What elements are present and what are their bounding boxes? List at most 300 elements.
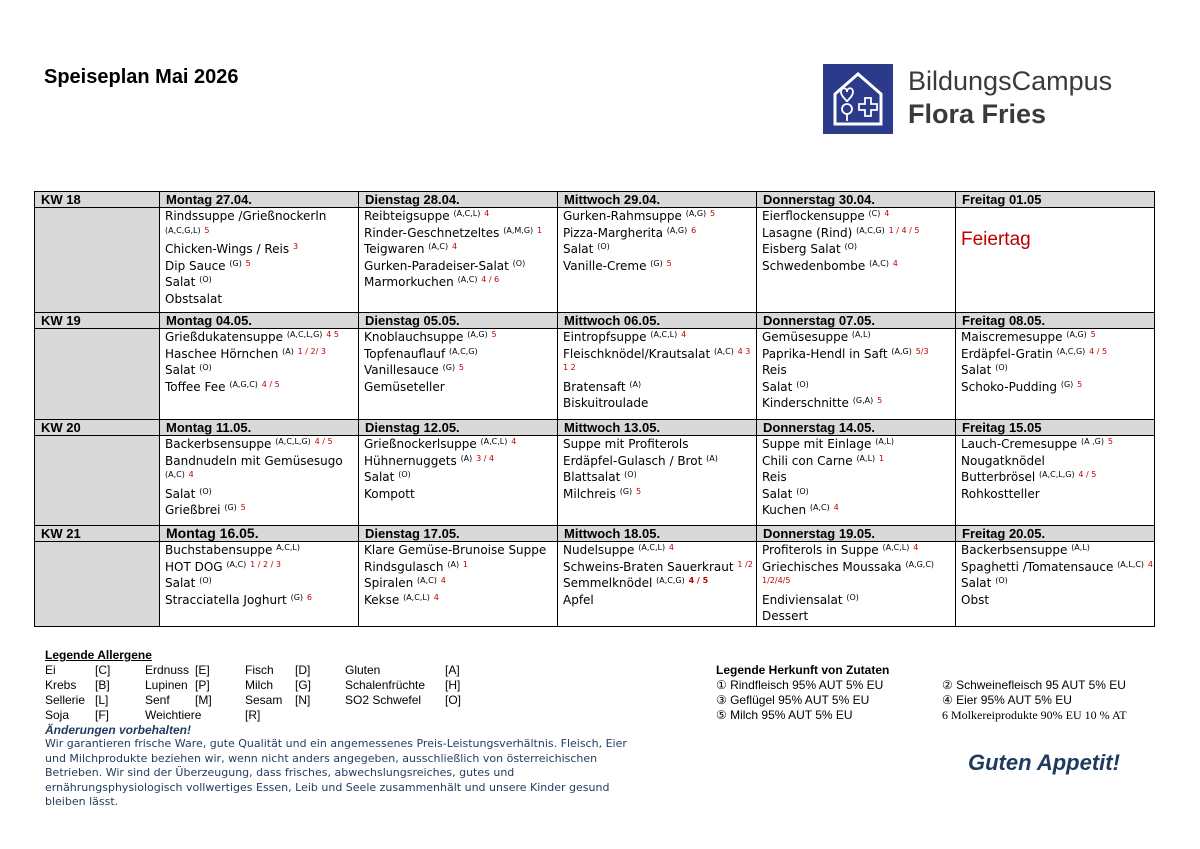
- day-menu-cell: [160, 436, 359, 526]
- dish-name: Haschee Hörnchen: [165, 346, 279, 361]
- dish-name: Grießbrei: [165, 503, 221, 517]
- origin-codes: 4: [681, 330, 687, 339]
- allergen-legend-cell: Ei: [45, 663, 56, 677]
- dish-name: Schweins-Braten Sauerkraut: [563, 559, 734, 574]
- menu-item: [165, 208, 353, 225]
- week-spacer-cell: [35, 542, 160, 627]
- day-header: Dienstag 05.05.: [359, 313, 558, 329]
- allergen-legend-cell: [N]: [295, 693, 311, 707]
- day-header: Dienstag 28.04.: [359, 192, 558, 208]
- dish-name: Buchstabensuppe: [165, 543, 273, 557]
- day-menu-cell: [359, 542, 558, 627]
- allergen-codes: (O): [796, 379, 809, 389]
- allergen-legend-cell: [E]: [195, 663, 210, 677]
- menu-item: [762, 592, 950, 609]
- dish-name: Salat: [762, 486, 793, 501]
- allergen-codes: (O): [597, 242, 610, 251]
- day-menu-cell: [160, 542, 359, 627]
- origin-codes: 5: [666, 258, 672, 268]
- origin-codes: 4 / 5: [1089, 346, 1108, 356]
- menu-table: [34, 191, 1155, 627]
- dish-name: Kompott: [364, 486, 415, 501]
- allergen-codes: (O): [844, 242, 858, 251]
- allergen-legend: [45, 648, 505, 723]
- day-menu-cell: [757, 436, 956, 526]
- dish-name: Backerbsensuppe: [165, 437, 272, 451]
- allergen-codes: A,C,L): [276, 543, 300, 552]
- allergen-codes: (G): [290, 592, 304, 602]
- allergen-legend-cell: Weichtiere: [145, 708, 202, 722]
- note-title: Änderungen vorbehalten!: [45, 723, 192, 737]
- menu-item: [364, 274, 552, 291]
- week-menu-row: [35, 542, 1155, 627]
- day-menu-cell: [757, 542, 956, 627]
- dish-name: Rindssuppe /Grießnockerln: [165, 209, 327, 223]
- menu-item: [762, 225, 950, 242]
- origin-codes: 5: [204, 225, 210, 235]
- allergen-codes: (A): [706, 453, 718, 463]
- page-title: Speiseplan Mai 2026: [44, 66, 239, 88]
- allergen-legend-cell: [D]: [295, 663, 311, 677]
- dish-name: Semmelknödel: [563, 576, 653, 590]
- allergen-codes: (A,C,G): [856, 225, 885, 235]
- day-header: Mittwoch 06.05.: [558, 313, 757, 329]
- allergen-codes: (A,C): [869, 258, 889, 268]
- dish-name: Blattsalat: [563, 470, 621, 484]
- origin-legend-entry: ⑤ Milch 95% AUT 5% EU: [716, 708, 853, 722]
- dish-name: Maiscremesuppe: [961, 330, 1063, 344]
- menu-item: [563, 329, 751, 346]
- origin-codes: 1: [878, 453, 885, 463]
- dish-name: Stracciatella Joghurt: [165, 592, 287, 607]
- origin-codes: 4: [440, 576, 446, 585]
- dish-name: Gurken-Rahmsuppe: [563, 209, 682, 223]
- allergen-codes: (A,C,L,G): [275, 437, 311, 446]
- week-header-row: [35, 526, 1155, 542]
- menu-item: [762, 395, 950, 412]
- origin-codes: 1 /2: [737, 559, 753, 569]
- menu-item: [762, 542, 950, 559]
- week-menu-row: [35, 436, 1155, 526]
- allergen-codes: (G,A): [852, 396, 874, 405]
- week-menu-row: [35, 208, 1155, 313]
- allergen-codes: (G): [229, 258, 242, 268]
- origin-codes: 4 3: [737, 346, 751, 356]
- origin-codes: 4: [884, 209, 890, 218]
- allergen-codes: (O): [846, 592, 859, 602]
- dish-name: Pizza-Margherita: [563, 225, 663, 240]
- dish-name: Paprika-Hendl in Saft: [762, 346, 888, 361]
- allergen-codes: (G): [442, 363, 456, 372]
- menu-item: [165, 258, 353, 275]
- dish-name: Obst: [961, 592, 990, 607]
- day-header: Donnerstag 30.04.: [757, 192, 956, 208]
- menu-item: [563, 559, 751, 576]
- dish-name: Grießdukatensuppe: [165, 330, 283, 344]
- menu-item: [961, 453, 1149, 470]
- origin-codes: 5: [245, 258, 251, 268]
- menu-item: [762, 559, 950, 576]
- menu-item: [762, 486, 950, 503]
- day-header: Donnerstag 19.05.: [757, 526, 956, 542]
- menu-item: [563, 575, 751, 592]
- week-spacer-cell: [35, 329, 160, 420]
- allergen-legend-cell: [A]: [445, 663, 460, 677]
- allergen-codes: (A,L): [856, 453, 876, 463]
- allergen-legend-cell: Senf: [145, 693, 170, 707]
- menu-item: [165, 274, 353, 291]
- day-header: Freitag 08.05.: [956, 313, 1155, 329]
- origin-codes: 5/3: [915, 346, 929, 356]
- menu-item: [961, 436, 1149, 453]
- day-header: Freitag 01.05: [956, 192, 1155, 208]
- origin-legend-entry: ② Schweinefleisch 95 AUT 5% EU: [942, 678, 1126, 692]
- dish-name: Eintropfsuppe: [563, 330, 647, 344]
- menu-item: [165, 592, 353, 609]
- allergen-codes: (A,C): [165, 470, 185, 479]
- menu-item: [762, 453, 950, 470]
- week-header-row: [35, 420, 1155, 436]
- allergen-codes: (G): [224, 503, 237, 512]
- dish-name: Fleischknödel/Krautsalat: [563, 346, 711, 361]
- day-header: Dienstag 17.05.: [359, 526, 558, 542]
- origin-codes: 5: [710, 209, 716, 218]
- allergen-legend-cell: Milch: [245, 678, 274, 692]
- menu-item: [961, 575, 1149, 592]
- origin-codes: 4: [913, 543, 919, 552]
- day-header: Montag 27.04.: [160, 192, 359, 208]
- day-header: Montag 16.05.: [160, 526, 359, 542]
- allergen-legend-cell: [195, 708, 245, 723]
- day-menu-cell: [558, 436, 757, 526]
- dish-name: Kekse: [364, 592, 400, 607]
- dish-name: Salat: [961, 363, 992, 377]
- week-number: KW 21: [35, 526, 160, 542]
- allergen-legend-cell: [P]: [195, 678, 210, 692]
- menu-item: [165, 241, 353, 258]
- menu-item: [563, 208, 751, 225]
- menu-item: [762, 362, 950, 379]
- day-header: Mittwoch 29.04.: [558, 192, 757, 208]
- allergen-codes: (A,L): [1071, 543, 1090, 552]
- origin-codes: 5: [635, 486, 642, 496]
- menu-item: [563, 346, 751, 363]
- menu-item: [364, 453, 552, 470]
- dish-name: Griechisches Moussaka: [762, 559, 902, 574]
- origin-codes: 4 / 5: [261, 379, 280, 389]
- allergen-legend-cell: Krebs: [45, 678, 77, 692]
- origin-codes: 5: [240, 503, 246, 512]
- menu-item: [364, 329, 552, 346]
- allergen-legend-cell: [R]: [245, 708, 261, 722]
- origin-codes: 4: [451, 242, 458, 251]
- menu-item: [364, 225, 552, 242]
- allergen-codes: (A,C,L): [453, 209, 481, 218]
- allergen-codes: (A,L): [875, 437, 894, 446]
- origin-codes: 4 5: [326, 330, 339, 339]
- menu-item: [165, 542, 353, 559]
- dish-name: Salat: [165, 275, 196, 289]
- origin-codes: 6: [691, 225, 697, 235]
- menu-item: [563, 486, 751, 503]
- allergen-codes: (A,C): [809, 503, 830, 512]
- dish-name: Kinderschnitte: [762, 396, 849, 410]
- menu-item: [364, 592, 552, 609]
- menu-item: [364, 208, 552, 225]
- origin-codes: 4: [833, 503, 839, 512]
- menu-item: [364, 542, 552, 559]
- dish-name: Reis: [762, 363, 787, 377]
- allergen-legend-cell: Schalenfrüchte: [345, 678, 426, 692]
- menu-item: [364, 346, 552, 363]
- origin-legend-entry: 6 Molkereiprodukte 90% EU 10 % AT: [942, 708, 1127, 722]
- day-header: Montag 04.05.: [160, 313, 359, 329]
- dish-name: Rohkostteller: [961, 486, 1040, 501]
- allergen-legend-cell: Lupinen: [145, 678, 188, 692]
- dish-name: Salat: [165, 363, 196, 377]
- menu-item: [165, 559, 353, 576]
- menu-item: [961, 469, 1149, 486]
- origin-codes: 1 / 4 / 5: [888, 225, 920, 235]
- allergen-codes: (A): [447, 559, 460, 569]
- origin-codes: 6: [306, 592, 312, 602]
- menu-item: [961, 346, 1149, 363]
- allergen-legend-cell: SO2 Schwefel: [345, 693, 422, 707]
- origin-codes: 5: [877, 396, 883, 405]
- origin-legend-entry: ③ Geflügel 95% AUT 5% EU: [716, 693, 870, 707]
- day-header: Donnerstag 14.05.: [757, 420, 956, 436]
- menu-item: [563, 592, 751, 609]
- menu-item: [165, 291, 353, 308]
- day-menu-cell: [956, 329, 1155, 420]
- menu-item: [165, 379, 353, 396]
- dish-name: Milchreis: [563, 486, 616, 501]
- dish-name: Suppe mit Einlage: [762, 437, 872, 451]
- day-menu-cell: [359, 329, 558, 420]
- origin-codes: 3: [292, 242, 299, 251]
- greeting: Guten Appetit!: [968, 750, 1120, 775]
- dish-name: Backerbsensuppe: [961, 543, 1068, 557]
- dish-name: Kuchen: [762, 503, 807, 517]
- origin-codes: 5: [491, 330, 497, 339]
- dish-name: Lasagne (Rind): [762, 225, 853, 240]
- menu-item: [563, 453, 751, 470]
- menu-item: [961, 559, 1153, 576]
- dish-name: Apfel: [563, 592, 594, 607]
- day-menu-cell: [359, 436, 558, 526]
- day-menu-cell: [956, 542, 1155, 627]
- origin-codes: 1: [462, 559, 468, 569]
- allergen-legend-cell: Erdnuss: [145, 663, 190, 677]
- menu-item: [961, 362, 1149, 379]
- day-menu-cell: [956, 208, 1155, 313]
- logo: [823, 64, 1153, 136]
- allergen-codes: (A,C): [713, 346, 734, 356]
- day-menu-cell: [558, 542, 757, 627]
- allergen-legend-cell: [F]: [95, 708, 109, 722]
- menu-item: [961, 486, 1149, 503]
- allergen-legend-title: Legende Allergene: [45, 648, 152, 662]
- week-number: KW 19: [35, 313, 160, 329]
- dish-name: Bratensaft: [563, 379, 626, 394]
- allergen-codes: (A): [460, 453, 473, 463]
- allergen-codes: (O): [199, 576, 212, 585]
- allergen-codes: (A,C): [226, 559, 247, 569]
- menu-item: [961, 542, 1149, 559]
- dish-name: Eierflockensuppe: [762, 209, 865, 223]
- dish-name: Teigwaren: [364, 242, 425, 256]
- menu-item: [762, 469, 950, 486]
- menu-item: [563, 469, 751, 486]
- allergen-codes: (A,L): [851, 330, 871, 339]
- allergen-codes: (A,C,G): [449, 346, 478, 356]
- dish-name: Hühnernuggets: [364, 453, 457, 468]
- menu-item: [364, 575, 552, 592]
- allergen-codes: (A,C,G,L): [165, 225, 201, 235]
- logo-line2: Flora Fries: [908, 99, 1047, 129]
- dish-name: Erdäpfel-Gratin: [961, 346, 1053, 361]
- menu-item: [762, 329, 950, 346]
- allergen-codes: (O): [796, 486, 809, 496]
- allergen-codes: (A,C,G): [656, 576, 685, 585]
- dish-name: Rindsgulasch: [364, 559, 444, 574]
- allergen-legend-cell: [445, 708, 505, 723]
- menu-item: [364, 486, 552, 503]
- allergen-codes: (A,C,L): [882, 543, 910, 552]
- menu-item: [364, 436, 552, 453]
- dish-name: Nudelsuppe: [563, 543, 635, 557]
- dish-name: Salat: [364, 470, 395, 484]
- menu-item: [961, 379, 1149, 396]
- house-logo-icon: [823, 64, 893, 134]
- menu-item: [563, 362, 751, 379]
- dish-name: Bandnudeln mit Gemüsesugo: [165, 453, 343, 468]
- origin-codes: 1 / 2/ 3: [297, 346, 326, 356]
- day-menu-cell: [956, 436, 1155, 526]
- allergen-codes: (A,L,C): [1117, 559, 1145, 569]
- menu-item: [165, 436, 353, 453]
- week-header-row: [35, 192, 1155, 208]
- dish-name: Dip Sauce: [165, 258, 226, 273]
- week-header-row: [35, 313, 1155, 329]
- menu-item: [364, 469, 552, 486]
- menu-item: [762, 241, 950, 258]
- week-menu-row: [35, 329, 1155, 420]
- origin-codes: 1 / 2 / 3: [250, 559, 281, 569]
- menu-item: [563, 542, 751, 559]
- menu-item: [961, 329, 1149, 346]
- allergen-codes: (A,G): [1066, 330, 1087, 339]
- dish-name: Gemüsesuppe: [762, 330, 849, 344]
- allergen-codes: (A,G): [685, 209, 707, 218]
- week-spacer-cell: [35, 208, 160, 313]
- menu-item: [762, 436, 950, 453]
- menu-item: [762, 379, 950, 396]
- day-menu-cell: [558, 329, 757, 420]
- allergen-codes: (A,C): [457, 275, 478, 284]
- dish-name: Chicken-Wings / Reis: [165, 242, 290, 256]
- allergen-codes: (A): [282, 346, 294, 356]
- dish-name: Knoblauchsuppe: [364, 330, 464, 344]
- allergen-legend-cell: Soja: [45, 708, 70, 722]
- allergen-codes: (A,M,G): [503, 225, 534, 235]
- allergen-codes: (O): [995, 576, 1008, 585]
- origin-codes: 1: [536, 225, 543, 235]
- menu-item: [563, 379, 751, 396]
- origin-codes: 3 / 4: [476, 453, 495, 463]
- allergen-codes: (O): [199, 275, 212, 284]
- allergen-codes: (A ,G): [1080, 437, 1104, 446]
- allergen-legend-cell: [O]: [445, 693, 462, 707]
- menu-item: [563, 258, 751, 275]
- allergen-codes: (G): [619, 486, 633, 496]
- allergen-codes: (A,C,L): [403, 592, 430, 602]
- allergen-codes: (A): [629, 379, 642, 389]
- dish-name: Dessert: [762, 609, 809, 623]
- menu-item: [563, 225, 751, 242]
- dish-name: Rinder-Geschnetzeltes: [364, 225, 500, 240]
- menu-item: [165, 502, 353, 519]
- origin-codes: 4: [484, 209, 490, 218]
- dish-name: HOT DOG: [165, 559, 223, 574]
- allergen-codes: (A,G): [467, 330, 488, 339]
- dish-name: Marmorkuchen: [364, 275, 454, 289]
- allergen-codes: (A,C,G): [1056, 346, 1086, 356]
- origin-codes: 4 / 6: [481, 275, 500, 284]
- allergen-codes: (O): [199, 363, 212, 372]
- day-header: Freitag 15.05: [956, 420, 1155, 436]
- allergen-codes: (A,C,L): [638, 543, 666, 552]
- origin-codes: 4 / 5: [688, 576, 709, 585]
- origin-codes: 4: [188, 470, 194, 479]
- origin-codes: 1 2: [563, 363, 576, 372]
- dish-name: Profiterols in Suppe: [762, 543, 879, 557]
- allergen-codes: (A,C,L): [480, 437, 508, 446]
- menu-item: [364, 258, 552, 275]
- dish-name: Toffee Fee: [165, 379, 226, 394]
- origin-codes: 5: [1107, 437, 1113, 446]
- dish-name: Salat: [165, 486, 196, 501]
- day-header: Dienstag 12.05.: [359, 420, 558, 436]
- origin-codes: 4: [433, 592, 439, 602]
- origin-legend-title: Legende Herkunft von Zutaten: [716, 663, 890, 677]
- allergen-codes: (O): [398, 470, 411, 479]
- allergen-codes: (A,C): [428, 242, 449, 251]
- holiday-label: Feiertag: [961, 229, 1031, 250]
- dish-name: Salat: [961, 576, 992, 590]
- allergen-legend-cell: [C]: [95, 663, 111, 677]
- dish-name: Reibteigsuppe: [364, 209, 450, 223]
- menu-item: [364, 362, 552, 379]
- allergen-legend-cell: Gluten: [345, 663, 381, 677]
- origin-codes: 4: [892, 258, 898, 268]
- menu-item: [563, 241, 751, 258]
- menu-item: [762, 208, 950, 225]
- dish-name: Vanillesauce: [364, 363, 439, 377]
- menu-item: [563, 436, 751, 453]
- week-number: KW 18: [35, 192, 160, 208]
- menu-item: [165, 362, 353, 379]
- allergen-codes: (O): [512, 258, 526, 268]
- menu-item: [762, 575, 950, 592]
- dish-name: Salat: [563, 242, 594, 256]
- origin-codes: 4: [668, 543, 674, 552]
- day-menu-cell: [757, 208, 956, 313]
- day-menu-cell: [558, 208, 757, 313]
- allergen-codes: (A,C,L,G): [286, 330, 323, 339]
- day-menu-cell: [160, 329, 359, 420]
- allergen-codes: (A,G,C): [229, 379, 258, 389]
